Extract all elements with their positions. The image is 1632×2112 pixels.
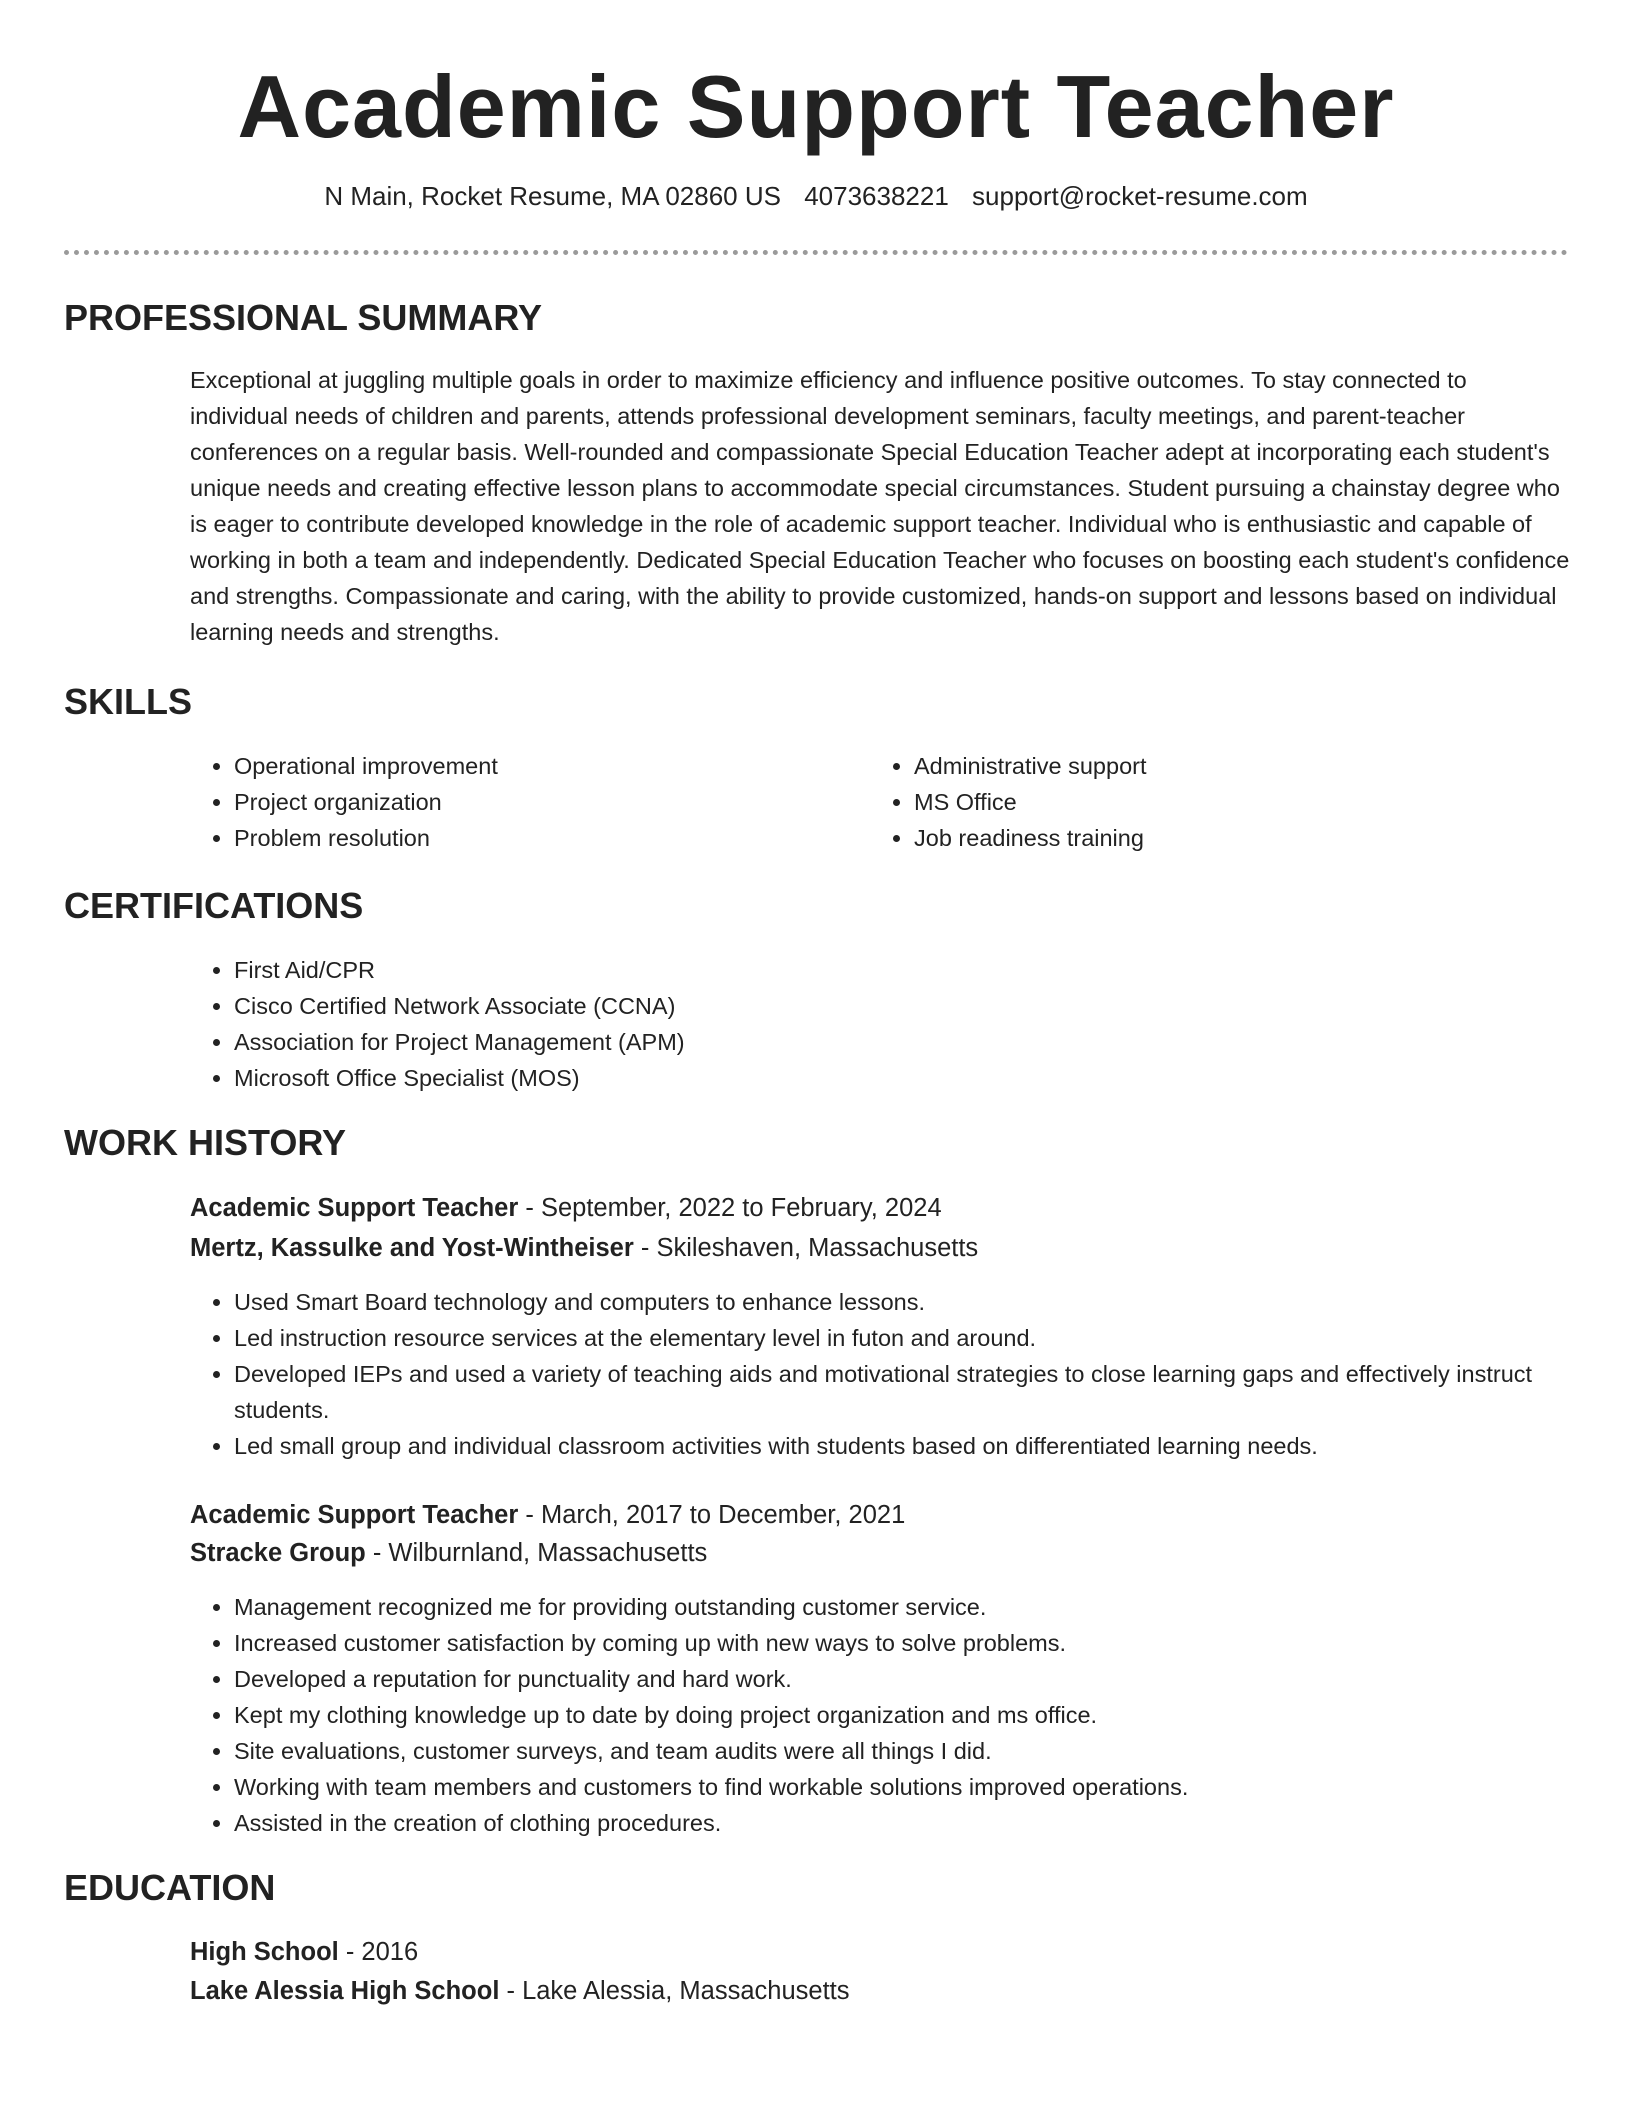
job-1-company-line xyxy=(190,1230,978,1266)
job-bullet: • Site evaluations, customer surveys, and team audits were all things I did. xyxy=(234,1733,1574,1769)
certifications-list xyxy=(190,952,1534,1096)
skill-item: • Operational improvement xyxy=(234,748,834,784)
skills-list-left xyxy=(190,748,834,856)
education-school: Lake Alessia High School xyxy=(190,1977,500,2005)
certifications-heading: CERTIFICATIONS xyxy=(64,885,364,926)
job-2-location: - Wilburnland, Massachusetts xyxy=(365,1539,708,1567)
job-1-company: Mertz, Kassulke and Yost-Wintheiser xyxy=(190,1234,634,1262)
skill-item: • Administrative support xyxy=(914,748,1514,784)
contact-address: N Main, Rocket Resume, MA 02860 US xyxy=(324,181,781,211)
job-bullet: • Management recognized me for providing outstanding customer service. xyxy=(234,1589,1574,1625)
job-2-role: Academic Support Teacher xyxy=(190,1501,519,1529)
job-bullet: • Led instruction resource services at the elementary level in futon and around. xyxy=(234,1320,1574,1356)
job-bullet: • Working with team members and customers to find workable solutions improved operations. xyxy=(234,1769,1574,1805)
job-1-dates: - September, 2022 to February, 2024 xyxy=(518,1194,942,1222)
job-bullet: • Led small group and individual classroom activities with students based on differentiated learning needs. xyxy=(234,1428,1574,1464)
work-heading: WORK HISTORY xyxy=(64,1122,347,1163)
job-bullet: • Assisted in the creation of clothing procedures. xyxy=(234,1805,1574,1841)
education-location: - Lake Alessia, Massachusetts xyxy=(499,1977,850,2005)
job-2-company-line xyxy=(190,1535,707,1571)
education-degree: High School xyxy=(190,1938,339,1966)
skill-item: • Problem resolution xyxy=(234,820,834,856)
job-2-bullets xyxy=(190,1589,1574,1841)
certification-item: • Association for Project Management (APM) xyxy=(234,1024,1534,1060)
job-bullet: • Developed a reputation for punctuality and hard work. xyxy=(234,1661,1574,1697)
skill-item: • Job readiness training xyxy=(914,820,1514,856)
job-bullet: • Used Smart Board technology and computers to enhance lessons. xyxy=(234,1284,1574,1320)
education-heading: EDUCATION xyxy=(64,1867,276,1908)
summary-text: Exceptional at juggling multiple goals in order to maximize efficiency and influence positive outcomes. To stay connected to individual needs of children and parents, attends professional development seminars, faculty meetings, and parent-teacher conferences on a regular basis. Well-rounded and compassionate Special Education Teacher adept at incorporating each student's unique needs and creating effective lesson plans to accommodate special circumstances. Student pursuing a chainstay degree who is eager to contribute developed knowledge in the role of academic support teacher. Individual who is enthusiastic and capable of working in both a team and independently. Dedicated Special Education Teacher who focuses on boosting each student's confidence and strengths. Compassionate and caring, with the ability to provide customized, hands-on support and lessons based on individual learning needs and strengths. xyxy=(190,367,1570,645)
contact-email: support@rocket-resume.com xyxy=(972,181,1308,211)
job-bullet: • Developed IEPs and used a variety of teaching aids and motivational strategies to close learning gaps and effectively instruct students. xyxy=(234,1356,1574,1428)
job-1-bullets xyxy=(190,1284,1574,1464)
skill-item: • Project organization xyxy=(234,784,834,820)
job-bullet: • Kept my clothing knowledge up to date by doing project organization and ms office. xyxy=(234,1697,1574,1733)
education-year: - 2016 xyxy=(338,1938,419,1966)
skills-heading: SKILLS xyxy=(64,681,193,722)
skills-list-right xyxy=(870,748,1514,856)
contact-phone: 4073638221 xyxy=(804,181,949,211)
job-2-title-line xyxy=(190,1497,905,1533)
candidate-name: Academic Support Teacher xyxy=(237,57,1395,156)
skill-item: • MS Office xyxy=(914,784,1514,820)
job-1-location: - Skileshaven, Massachusetts xyxy=(633,1234,979,1262)
summary-heading: PROFESSIONAL SUMMARY xyxy=(64,297,543,338)
certification-item: • Microsoft Office Specialist (MOS) xyxy=(234,1060,1534,1096)
job-1-role: Academic Support Teacher xyxy=(190,1194,519,1222)
job-2-dates: - March, 2017 to December, 2021 xyxy=(518,1501,906,1529)
certification-item: • First Aid/CPR xyxy=(234,952,1534,988)
education-degree-line xyxy=(190,1934,418,1970)
contact-line xyxy=(0,178,1632,214)
job-bullet: • Increased customer satisfaction by coming up with new ways to solve problems. xyxy=(234,1625,1574,1661)
education-school-line xyxy=(190,1973,849,2009)
job-1-title-line xyxy=(190,1190,942,1226)
header-divider xyxy=(64,250,1568,255)
job-2-company: Stracke Group xyxy=(190,1539,366,1567)
certification-item: • Cisco Certified Network Associate (CCNA) xyxy=(234,988,1534,1024)
